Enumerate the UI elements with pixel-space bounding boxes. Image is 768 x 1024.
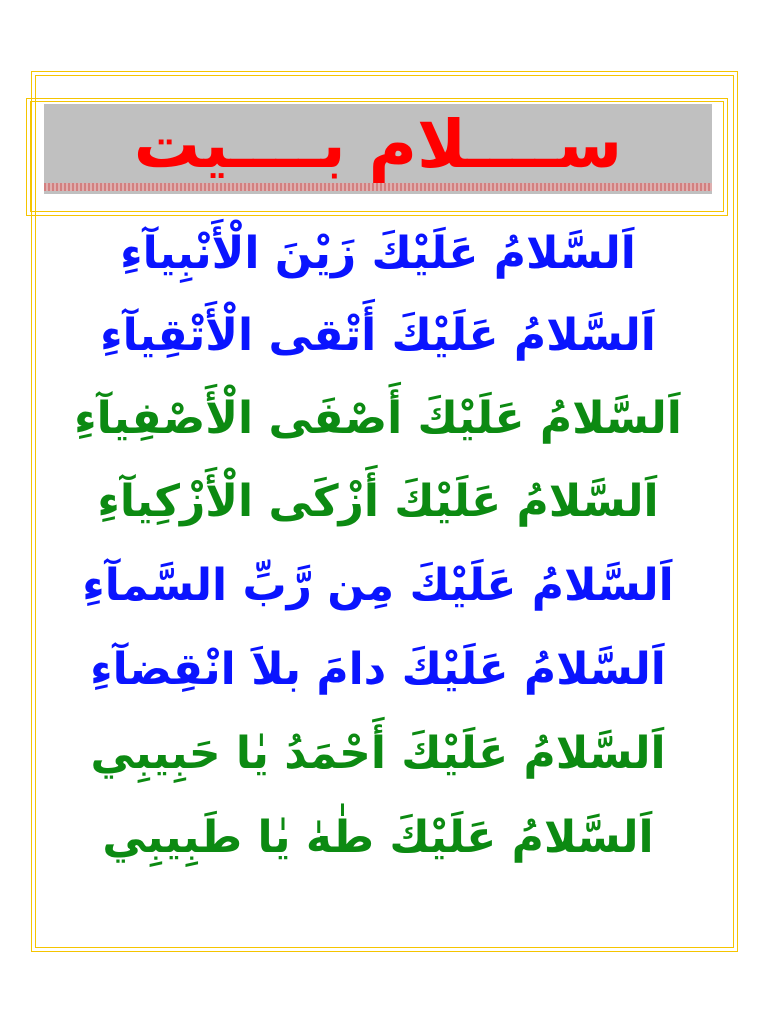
poem-line-4: اَلسَّلامُ عَلَيْكَ أَزْكَى الْأَزْكِيآءِ [97, 476, 659, 527]
title-banner [44, 104, 712, 194]
poem-line-3: اَلسَّلامُ عَلَيْكَ أَصْفَى الْأَصْفِيآءِ [74, 393, 682, 444]
poem-lines [44, 212, 712, 912]
poem-line-8: اَلسَّلامُ عَلَيْكَ طٰهٰ يٰا طَبِيبِي [102, 812, 654, 863]
poem-line-2: اَلسَّلامُ عَلَيْكَ أَتْقى الْأَتْقِيآءِ [100, 310, 656, 361]
poem-line-6: اَلسَّلامُ عَلَيْكَ دامَ بلاَ انْقِضآءِ [90, 644, 666, 695]
page-title: ســــلام بــــيت [133, 106, 623, 183]
poem-line-1: اَلسَّلامُ عَلَيْكَ زَيْنَ الْأَنْبِيآءِ [120, 228, 636, 279]
poem-line-7: اَلسَّلامُ عَلَيْكَ أَحْمَدُ يٰا حَبِيبِي [90, 728, 666, 779]
title-underline-decoration [44, 183, 712, 191]
poem-line-5: اَلسَّلامُ عَلَيْكَ مِن رَّبِّ السَّمآءِ [82, 560, 674, 611]
